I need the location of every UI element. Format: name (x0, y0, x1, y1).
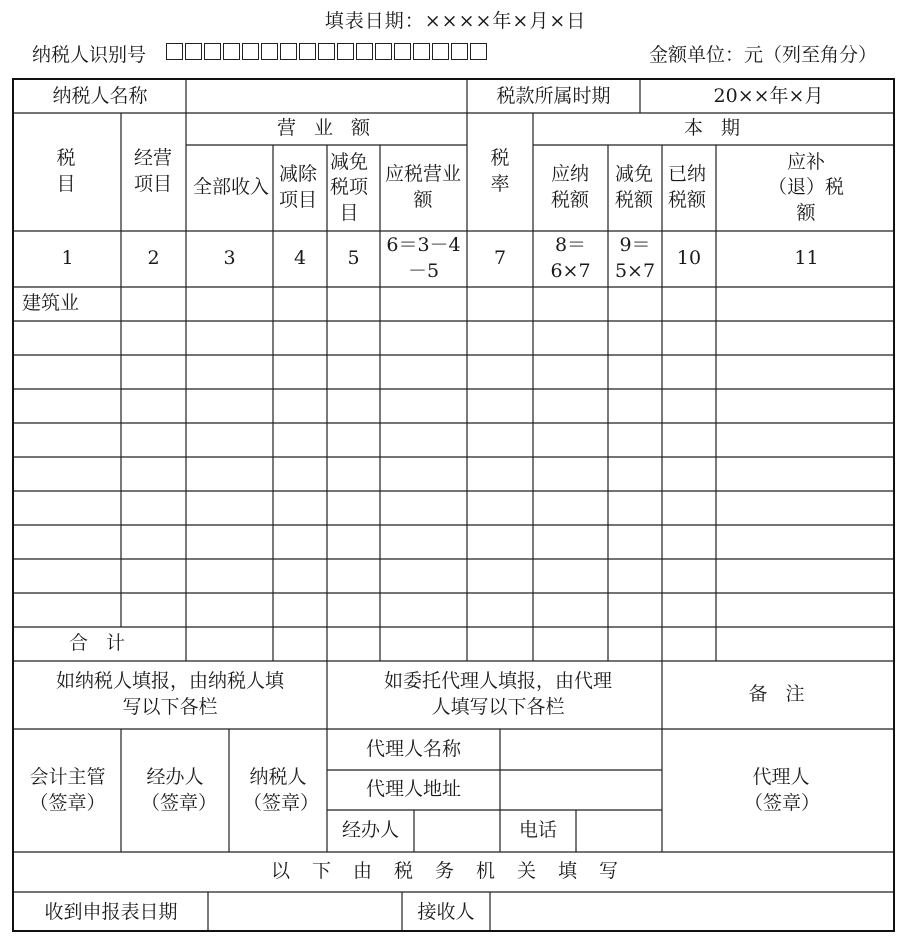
header-turnover: 营 业 额 (276, 117, 377, 140)
taxpayer-id-digit-box[interactable] (394, 43, 411, 60)
receiver-label: 接收人 (417, 901, 475, 924)
agent-address-label: 代理人地址 (365, 778, 461, 801)
column-number-10: 10 (676, 247, 702, 270)
taxpayer-id-digit-box[interactable] (337, 43, 354, 60)
taxpayer-id-digit-box[interactable] (451, 43, 468, 60)
agent-name-label: 代理人名称 (365, 737, 461, 760)
header-business-item: 经营项目 (133, 147, 172, 195)
taxpayer-id-boxes[interactable] (166, 43, 489, 60)
remarks-label: 备 注 (748, 683, 811, 706)
taxpayer-id-digit-box[interactable] (242, 43, 259, 60)
taxpayer-id-digit-box[interactable] (432, 43, 449, 60)
agent-handler-field[interactable] (414, 810, 500, 852)
total-label: 合 计 (68, 632, 132, 655)
taxpayer-id-digit-box[interactable] (470, 43, 487, 60)
taxpayer-id-digit-box[interactable] (375, 43, 392, 60)
taxpayer-id-digit-box[interactable] (413, 43, 430, 60)
column-number-4: 4 (293, 247, 307, 270)
taxpayer-id-digit-box[interactable] (166, 43, 183, 60)
phone-field[interactable] (576, 810, 662, 852)
taxpayer-id-digit-box[interactable] (280, 43, 297, 60)
column-number-2: 2 (147, 247, 160, 270)
column-number-9: 9＝5×7 (614, 234, 656, 282)
receiver-field[interactable] (490, 892, 895, 932)
header-exempt: 减免税项目 (329, 150, 368, 224)
tax-return-form (12, 78, 895, 932)
taxpayer-id-digit-box[interactable] (261, 43, 278, 60)
taxpayer-id-digit-box[interactable] (185, 43, 202, 60)
header-current-period: 本 期 (683, 117, 747, 140)
agent-section: 如委托代理人填报，由代理人填写以下各栏 (383, 670, 612, 718)
header-tax-due: 应补（退）税额 (767, 150, 844, 224)
taxpayer-sign: 纳税人（签章） (243, 765, 320, 814)
taxpayer-id-digit-box[interactable] (223, 43, 240, 60)
taxpayer-id-digit-box[interactable] (204, 43, 221, 60)
header-tax-paid: 已纳税额 (667, 163, 706, 211)
taxpayer-id-row (0, 40, 911, 68)
received-date-field[interactable] (208, 892, 402, 932)
tax-period-value[interactable]: 20××年×月 (713, 84, 824, 107)
agent-handler-label: 经办人 (341, 819, 399, 842)
taxpayer-name-field[interactable] (186, 80, 467, 113)
accounting-supervisor: 会计主管（签章） (29, 765, 106, 814)
agent-address-field[interactable] (500, 770, 662, 810)
agent-name-field[interactable] (500, 729, 662, 770)
taxpayer-id-label: 纳税人识别号 (32, 44, 147, 66)
fill-date: 填表日期：××××年×月×日 (324, 10, 587, 32)
column-number-11: 11 (794, 247, 819, 270)
column-number-6: 6＝3－4－5 (386, 234, 461, 282)
column-number-1: 1 (61, 247, 74, 270)
header-tax-item: 税目 (56, 147, 76, 195)
taxpayer-id-digit-box[interactable] (318, 43, 335, 60)
amount-unit: 金额单位：元（列至角分） (648, 44, 877, 66)
received-date-label: 收到申报表日期 (44, 901, 178, 924)
header-tax-reduced: 减免税额 (614, 163, 653, 211)
tax-office-note: 以下由税务机关填写 (270, 860, 640, 883)
phone-label: 电话 (518, 819, 557, 842)
header-total-income: 全部收入 (192, 176, 269, 199)
taxpayer-id-digit-box[interactable] (356, 43, 373, 60)
header-tax-payable: 应纳税额 (550, 163, 589, 211)
header-taxable-turnover: 应税营业额 (384, 163, 461, 211)
column-number-8: 8＝6×7 (550, 234, 591, 282)
agent-sign: 代理人（签章） (744, 765, 821, 814)
handler-sign: 经办人（签章） (141, 765, 218, 814)
taxpayer-id-digit-box[interactable] (299, 43, 316, 60)
taxpayer-section: 如纳税人填报，由纳税人填写以下各栏 (55, 670, 284, 718)
column-number-3: 3 (223, 247, 236, 270)
column-number-5: 5 (347, 247, 360, 270)
header-tax-rate: 税率 (490, 147, 510, 195)
header-deduction: 减除项目 (278, 163, 317, 211)
column-number-7: 7 (493, 247, 507, 270)
tax-period-label: 税款所属时期 (496, 84, 611, 107)
taxpayer-name-label: 纳税人名称 (52, 84, 148, 107)
first-row-item: 建筑业 (22, 292, 80, 315)
